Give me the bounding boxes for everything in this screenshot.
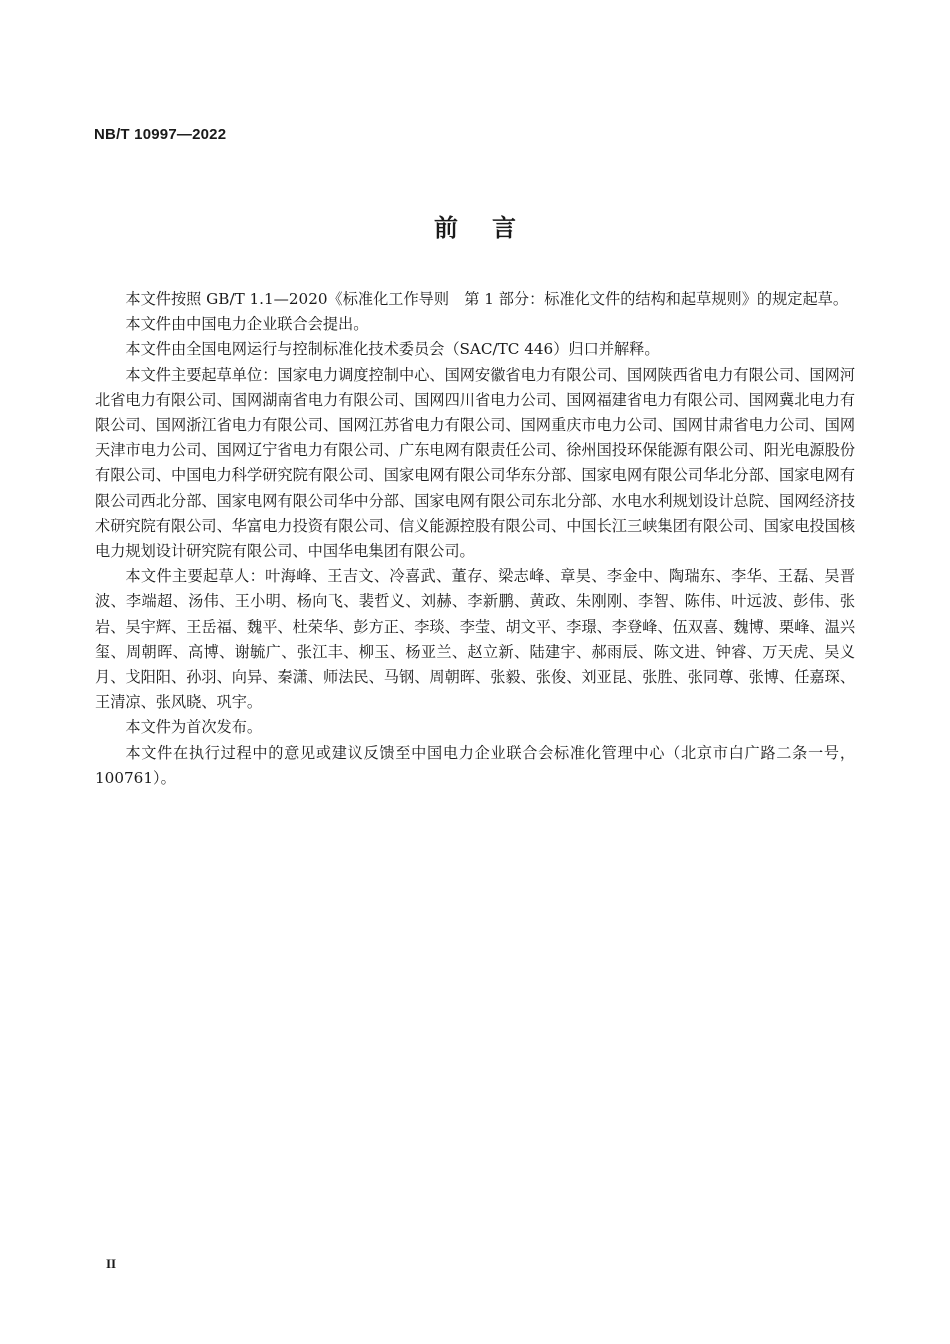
paragraph-drafters: 本文件主要起草人：叶海峰、王吉文、冷喜武、董存、梁志峰、章昊、李金中、陶瑞东、李华、王磊、吴晋波、李端超、汤伟、王小明、杨向飞、裴哲义、刘赫、李新鹏、黄政、朱刚刚、李智、陈伟、叶远波、彭伟、张岩、吴宇辉、王岳福、魏平、杜荣华、彭方正、李琰、李莹、胡文平、李璟、李登峰、伍双喜、魏博、栗峰、温兴玺、周朝晖、高博、谢毓广、张江丰、柳玉、杨亚兰、赵立新、陆建宇、郝雨辰、陈文进、钟睿、万天虎、吴义月、戈阳阳、孙羽、向异、秦潇、师法民、马钢、周朝晖、张毅、张俊、刘亚昆、张胜、张同尊、张博、任嘉琛、王清凉、张风晓、巩宇。 [95,567,855,712]
paragraph-proposer: 本文件由中国电力企业联合会提出。 [125,315,369,334]
paragraph-drafting-basis: 本文件按照 GB/T 1.1—2020《标准化工作导则 第 1 部分：标准化文件的结构和起草规则》的规定起草。 [125,290,849,308]
paragraph-first-release: 本文件为首次发布。 [125,718,263,737]
section-title: 前言 [434,214,550,242]
page-number: II [106,1256,117,1271]
foreword-body [95,287,855,791]
paragraph-responsible-committee: 本文件由全国电网运行与控制标准化技术委员会（SAC/TC 446）归口并解释。 [125,340,660,359]
paragraph-feedback: 本文件在执行过程中的意见或建议反馈至中国电力企业联合会标准化管理中心（北京市白广路二条一号，100761）。 [95,743,855,787]
paragraph-drafting-units: 本文件主要起草单位：国家电力调度控制中心、国网安徽省电力有限公司、国网陕西省电力有限公司、国网河北省电力有限公司、国网湖南省电力有限公司、国网四川省电力公司、国网福建省电力有限公司、国网冀北电力有限公司、国网浙江省电力有限公司、国网江苏省电力有限公司、国网重庆市电力公司、国网甘肃省电力公司、国网天津市电力公司、国网辽宁省电力有限公司、广东电网有限责任公司、徐州国投环保能源有限公司、阳光电源股份有限公司、中国电力科学研究院有限公司、国家电网有限公司华东分部、国家电网有限公司华北分部、国家电网有限公司西北分部、国家电网有限公司华中分部、国家电网有限公司东北分部、水电水利规划设计总院、国网经济技术研究院有限公司、华富电力投资有限公司、信义能源控股有限公司、中国长江三峡集团有限公司、国家电投国核电力规划设计研究院有限公司、中国华电集团有限公司。 [95,365,855,561]
standard-code: NB/T 10997—2022 [94,126,227,143]
